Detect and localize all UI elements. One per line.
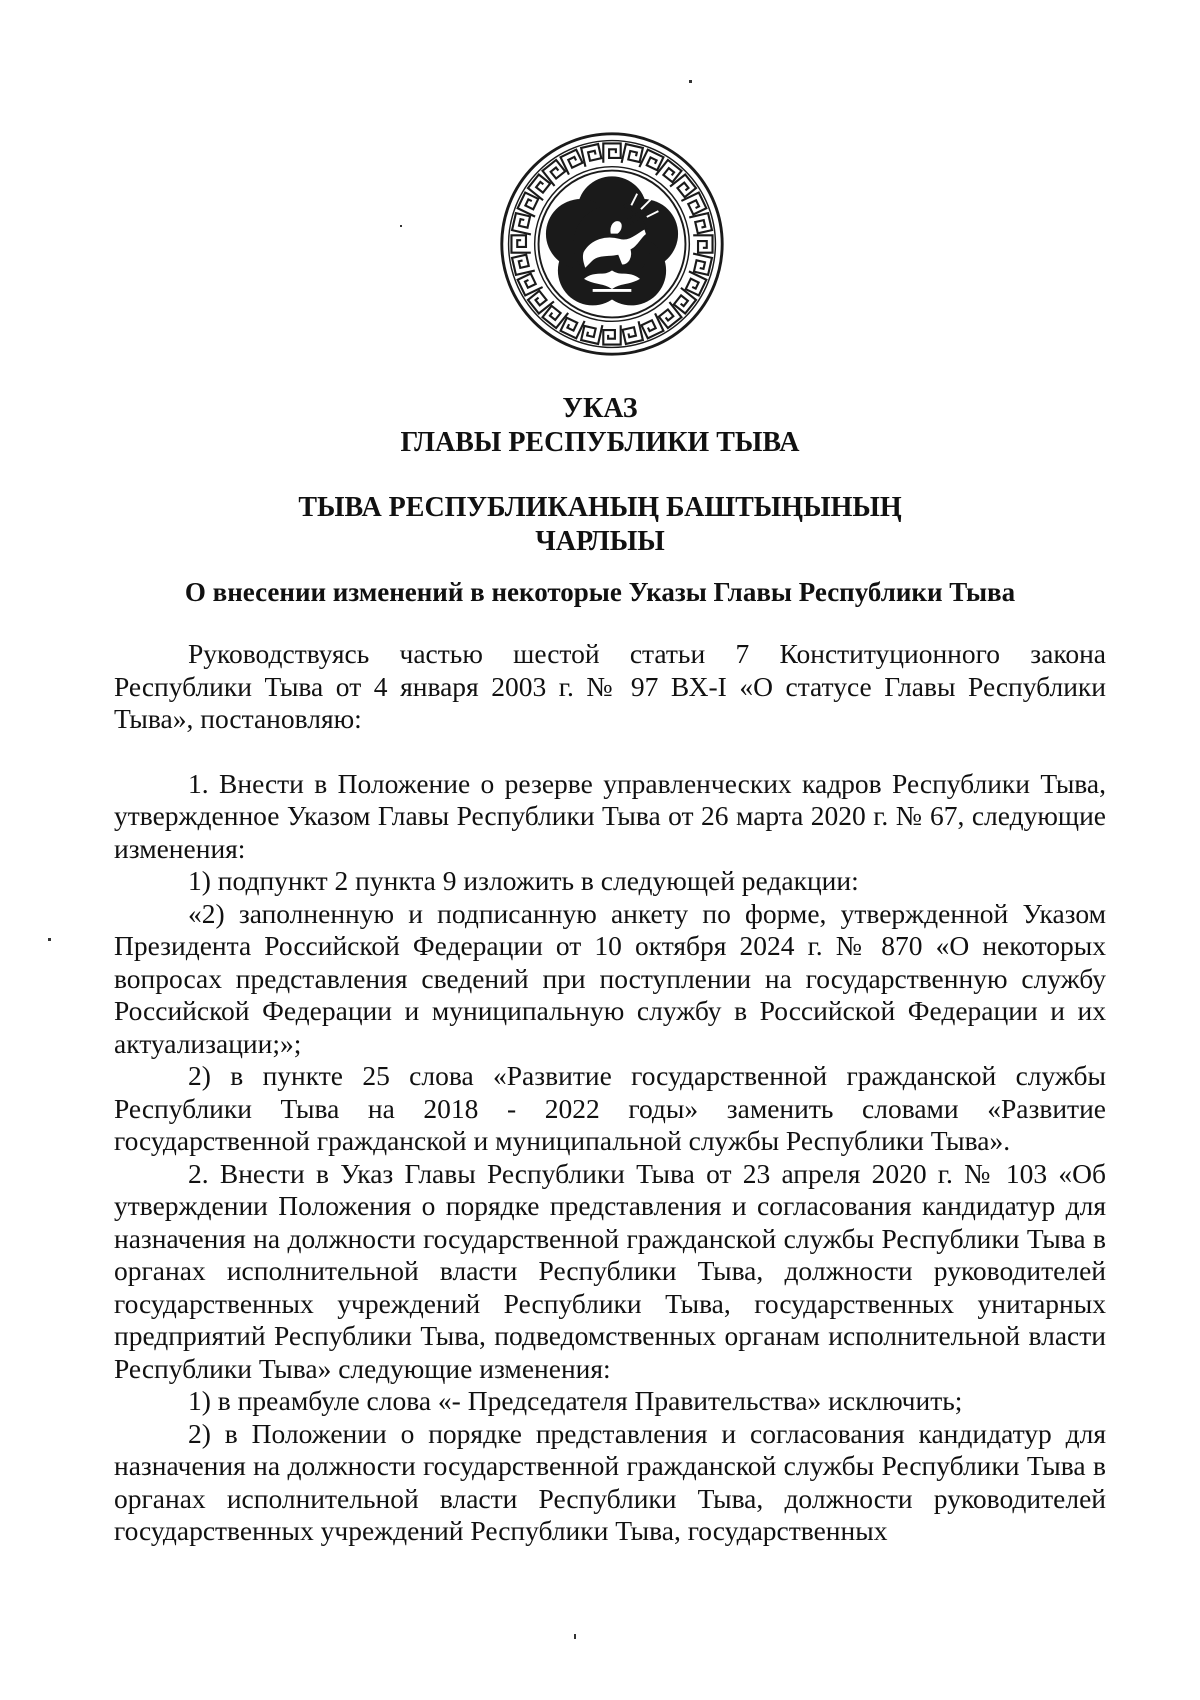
clause-paragraph: 1) подпункт 2 пункта 9 изложить в следующей редакции:: [188, 865, 859, 896]
clause-paragraph: «2) заполненную и подписанную анкету по форме, утвержденной Указом Президента Российской Федерации от 10 октября 2024 г. № 870 «О некоторых вопросах представления сведений при поступлении на государственную службу Российской Федерации и муниципальную службу в Российской Федерации и их актуализации;»;: [114, 897, 1106, 1059]
decree-body: [114, 638, 1106, 1548]
scan-speck: [400, 225, 402, 227]
preamble-paragraph: Руководствуясь частью шестой статьи 7 Конституционного закона Республики Тыва от 4 января 2003 г. № 97 ВХ-I «О статусе Главы Республики Тыва», постановляю:: [114, 638, 1106, 734]
decree-issuer: ГЛАВЫ РЕСПУБЛИКИ ТЫВА: [400, 427, 800, 458]
clause-paragraph: 2. Внести в Указ Главы Республики Тыва от 23 апреля 2020 г. № 103 «Об утверждении Положения о порядке представления и согласования кандидатур для назначения на должности государственной гражданской службы Республики Тыва в органах исполнительной власти Республики Тыва, должности руководителей государственных учреждений Республики Тыва, государственных унитарных предприятий Республики Тыва, подведомственных органам исполнительной власти Республики Тыва» следующие изменения:: [114, 1157, 1106, 1384]
clause-paragraph: 1. Внести в Положение о резерве управленческих кадров Республики Тыва, утвержденное Указом Главы Республики Тыва от 26 марта 2020 г. № 67, следующие изменения:: [114, 767, 1106, 864]
tuvan-title-line1: ТЫВА РЕСПУБЛИКАНЫҢ БАШТЫҢЫНЫҢ: [298, 492, 902, 523]
tuva-coat-of-arms-icon: [496, 128, 728, 360]
scan-speck: [689, 80, 692, 83]
scan-speck: [574, 1634, 576, 1639]
tuvan-title-line2: ЧАРЛЫЫ: [535, 526, 665, 557]
clause-paragraph: 1) в преамбуле слова «- Председателя Правительства» исключить;: [188, 1385, 963, 1416]
clause-paragraph: 2) в пункте 25 слова «Развитие государственной гражданской службы Республики Тыва на 2018 - 2022 годы» заменить словами «Развитие государственной гражданской и муниципальной службы Республики Тыва».: [114, 1060, 1106, 1156]
decree-subject: О внесении изменений в некоторые Указы Главы Республики Тыва: [184, 577, 1016, 607]
decree-title: УКАЗ: [562, 393, 638, 424]
clause-paragraph: 2) в Положении о порядке представления и согласования кандидатур для назначения на должности государственной гражданской службы Республики Тыва в органах исполнительной власти Республики Тыва, должности руководителей государственных учреждений Республики Тыва, государственных: [114, 1417, 1106, 1546]
scan-speck: [48, 938, 51, 941]
